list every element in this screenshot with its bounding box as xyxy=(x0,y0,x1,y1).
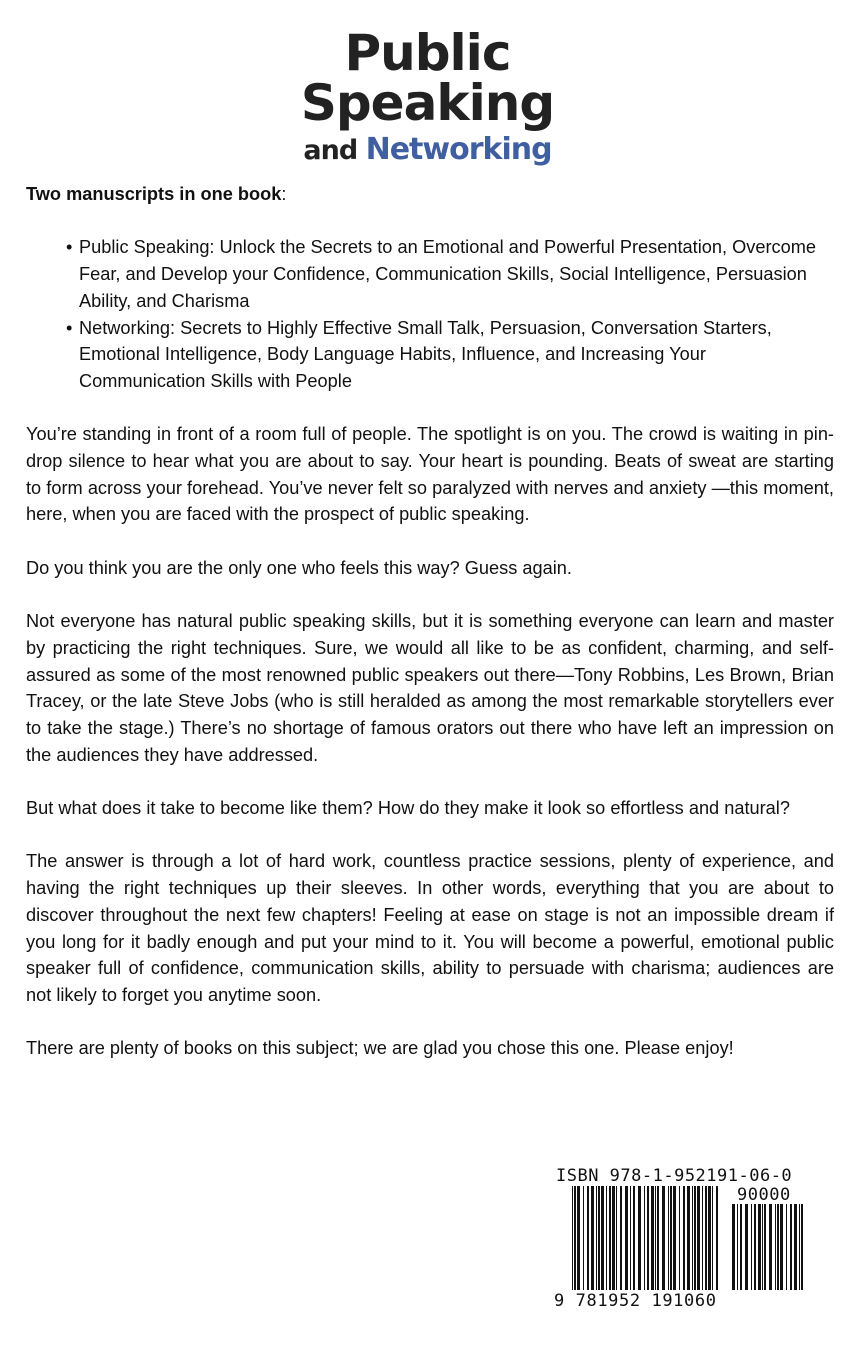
barcode-bar xyxy=(612,1186,615,1290)
barcode-bar xyxy=(609,1186,611,1290)
paragraph: You’re standing in front of a room full of people. The spotlight is on you. The crowd is waiting in pin-drop silence to hear what you are about to say. Your heart is pounding. Beats of sweat are starting to form across your forehead. You’ve never felt so paralyzed with nerves and anxiety —this moment, here, when you are faced with the prospect of public speaking. xyxy=(26,424,834,525)
barcode-bar xyxy=(616,1186,617,1290)
barcode-bar xyxy=(708,1186,711,1290)
manuscript-item: • Public Speaking: Unlock the Secrets to an Emotional and Powerful Presentation, Overcome Fear, and Develop your Confidence, Communication Skills, Social Intelligence, Persuasion Ability, and Charisma xyxy=(66,234,834,314)
barcode-bar xyxy=(740,1204,742,1290)
barcode-bar xyxy=(630,1186,631,1290)
title-line-speaking: Speaking xyxy=(300,74,555,132)
barcode-bar xyxy=(591,1186,594,1290)
barcode-bar xyxy=(754,1204,756,1290)
intro-suffix: : xyxy=(281,184,287,204)
paragraph: But what does it take to become like them? How do they make it look so effortless and natural? xyxy=(26,798,790,819)
paragraph: Do you think you are the only one who feels this way? Guess again. xyxy=(26,557,572,578)
barcode-bar xyxy=(790,1204,792,1290)
price-addon: 90000 xyxy=(737,1185,791,1205)
barcode-bar xyxy=(702,1186,703,1290)
barcode-bar xyxy=(596,1186,597,1290)
barcode-bar xyxy=(625,1186,628,1290)
barcode-digits: 9 781952 191060 xyxy=(554,1291,717,1311)
barcode-bar xyxy=(712,1186,713,1290)
title-accent: Networking xyxy=(365,132,552,167)
barcode-bar xyxy=(780,1204,783,1290)
barcode-bar xyxy=(633,1186,635,1290)
barcode-bar xyxy=(764,1204,766,1290)
title-and: and xyxy=(303,135,358,166)
barcode-bar xyxy=(716,1186,718,1290)
title-line-public: Public xyxy=(344,24,511,82)
isbn-number: ISBN 978-1-952191-06-0 xyxy=(556,1166,793,1186)
barcode-bar xyxy=(732,1204,735,1290)
barcode-bar xyxy=(668,1186,669,1290)
barcode-bar xyxy=(574,1186,576,1290)
manuscript-list xyxy=(26,234,834,394)
barcode-bar xyxy=(758,1204,761,1290)
barcode-bar xyxy=(587,1186,589,1290)
barcode-bar xyxy=(697,1186,700,1290)
barcode-bar xyxy=(786,1204,787,1290)
barcode-bar xyxy=(657,1186,659,1290)
manuscript-item: • Networking: Secrets to Highly Effective Small Talk, Persuasion, Conversation Starters, Emotional Intelligence, Body Language Habits, Influence, and Increasing Your Communication Skills with People xyxy=(66,315,834,395)
intro-line xyxy=(26,181,834,208)
title-line-networking xyxy=(0,132,855,169)
isbn-barcode xyxy=(554,1166,806,1312)
book-title xyxy=(0,24,855,169)
barcode-bar xyxy=(692,1186,693,1290)
barcode-bar xyxy=(647,1186,649,1290)
barcode-bar xyxy=(601,1186,604,1290)
barcode-bar xyxy=(799,1204,800,1290)
barcode-bar xyxy=(751,1204,752,1290)
barcode-bar xyxy=(606,1186,607,1290)
barcode-bar xyxy=(598,1186,600,1290)
barcode-bar xyxy=(620,1186,622,1290)
intro-bold: Two manuscripts in one book xyxy=(26,184,282,204)
barcode-bar xyxy=(794,1204,797,1290)
barcode-bar xyxy=(651,1186,654,1290)
barcode-bar xyxy=(705,1186,707,1290)
barcode-bar xyxy=(687,1186,690,1290)
barcode-bar xyxy=(683,1186,685,1290)
barcode-bar xyxy=(762,1204,763,1290)
barcode-bar xyxy=(777,1204,779,1290)
barcode-bar xyxy=(769,1204,772,1290)
paragraph: The answer is through a lot of hard work, countless practice sessions, plenty of experience, and having the right techniques up their sleeves. In other words, everything that you are about to discover throughout the next few chapters! Feeling at ease on stage is not an impossible dream if you long for it badly enough and put your mind to it. You will become a powerful, emotional public speaker full of confidence, communication skills, ability to persuade with charisma; audiences are not likely to forget you anytime soon. xyxy=(26,851,834,1005)
blurb xyxy=(26,181,834,1089)
barcode-bar xyxy=(644,1186,645,1290)
barcode-bar xyxy=(679,1186,680,1290)
barcode-bar xyxy=(673,1186,676,1290)
paragraph: Not everyone has natural public speaking skills, but it is something everyone can learn and master by practicing the right techniques. Sure, we would all like to be as confident, charming, and self-assured as some of the most renowned public speakers out there—Tony Robbins, Les Brown, Brian Tracey, or the late Steve Jobs (who is still heralded as among the most remarkable storytellers ever to take the stage.) There’s no shortage of famous orators out there who have left an impression on the audiences they have addressed. xyxy=(26,611,834,765)
barcode-bar xyxy=(737,1204,738,1290)
barcode-bar xyxy=(801,1204,803,1290)
barcode-bar xyxy=(572,1186,573,1290)
barcode-bar xyxy=(583,1186,584,1290)
barcode-bar xyxy=(577,1186,580,1290)
barcode-bar xyxy=(670,1186,672,1290)
barcode-bar xyxy=(745,1204,748,1290)
barcode-bar xyxy=(694,1186,696,1290)
barcode-bar xyxy=(775,1204,776,1290)
barcode-bar xyxy=(655,1186,656,1290)
barcode-bar xyxy=(662,1186,665,1290)
paragraph: There are plenty of books on this subject; we are glad you chose this one. Please enjoy! xyxy=(26,1038,734,1059)
barcode-bar xyxy=(638,1186,641,1290)
